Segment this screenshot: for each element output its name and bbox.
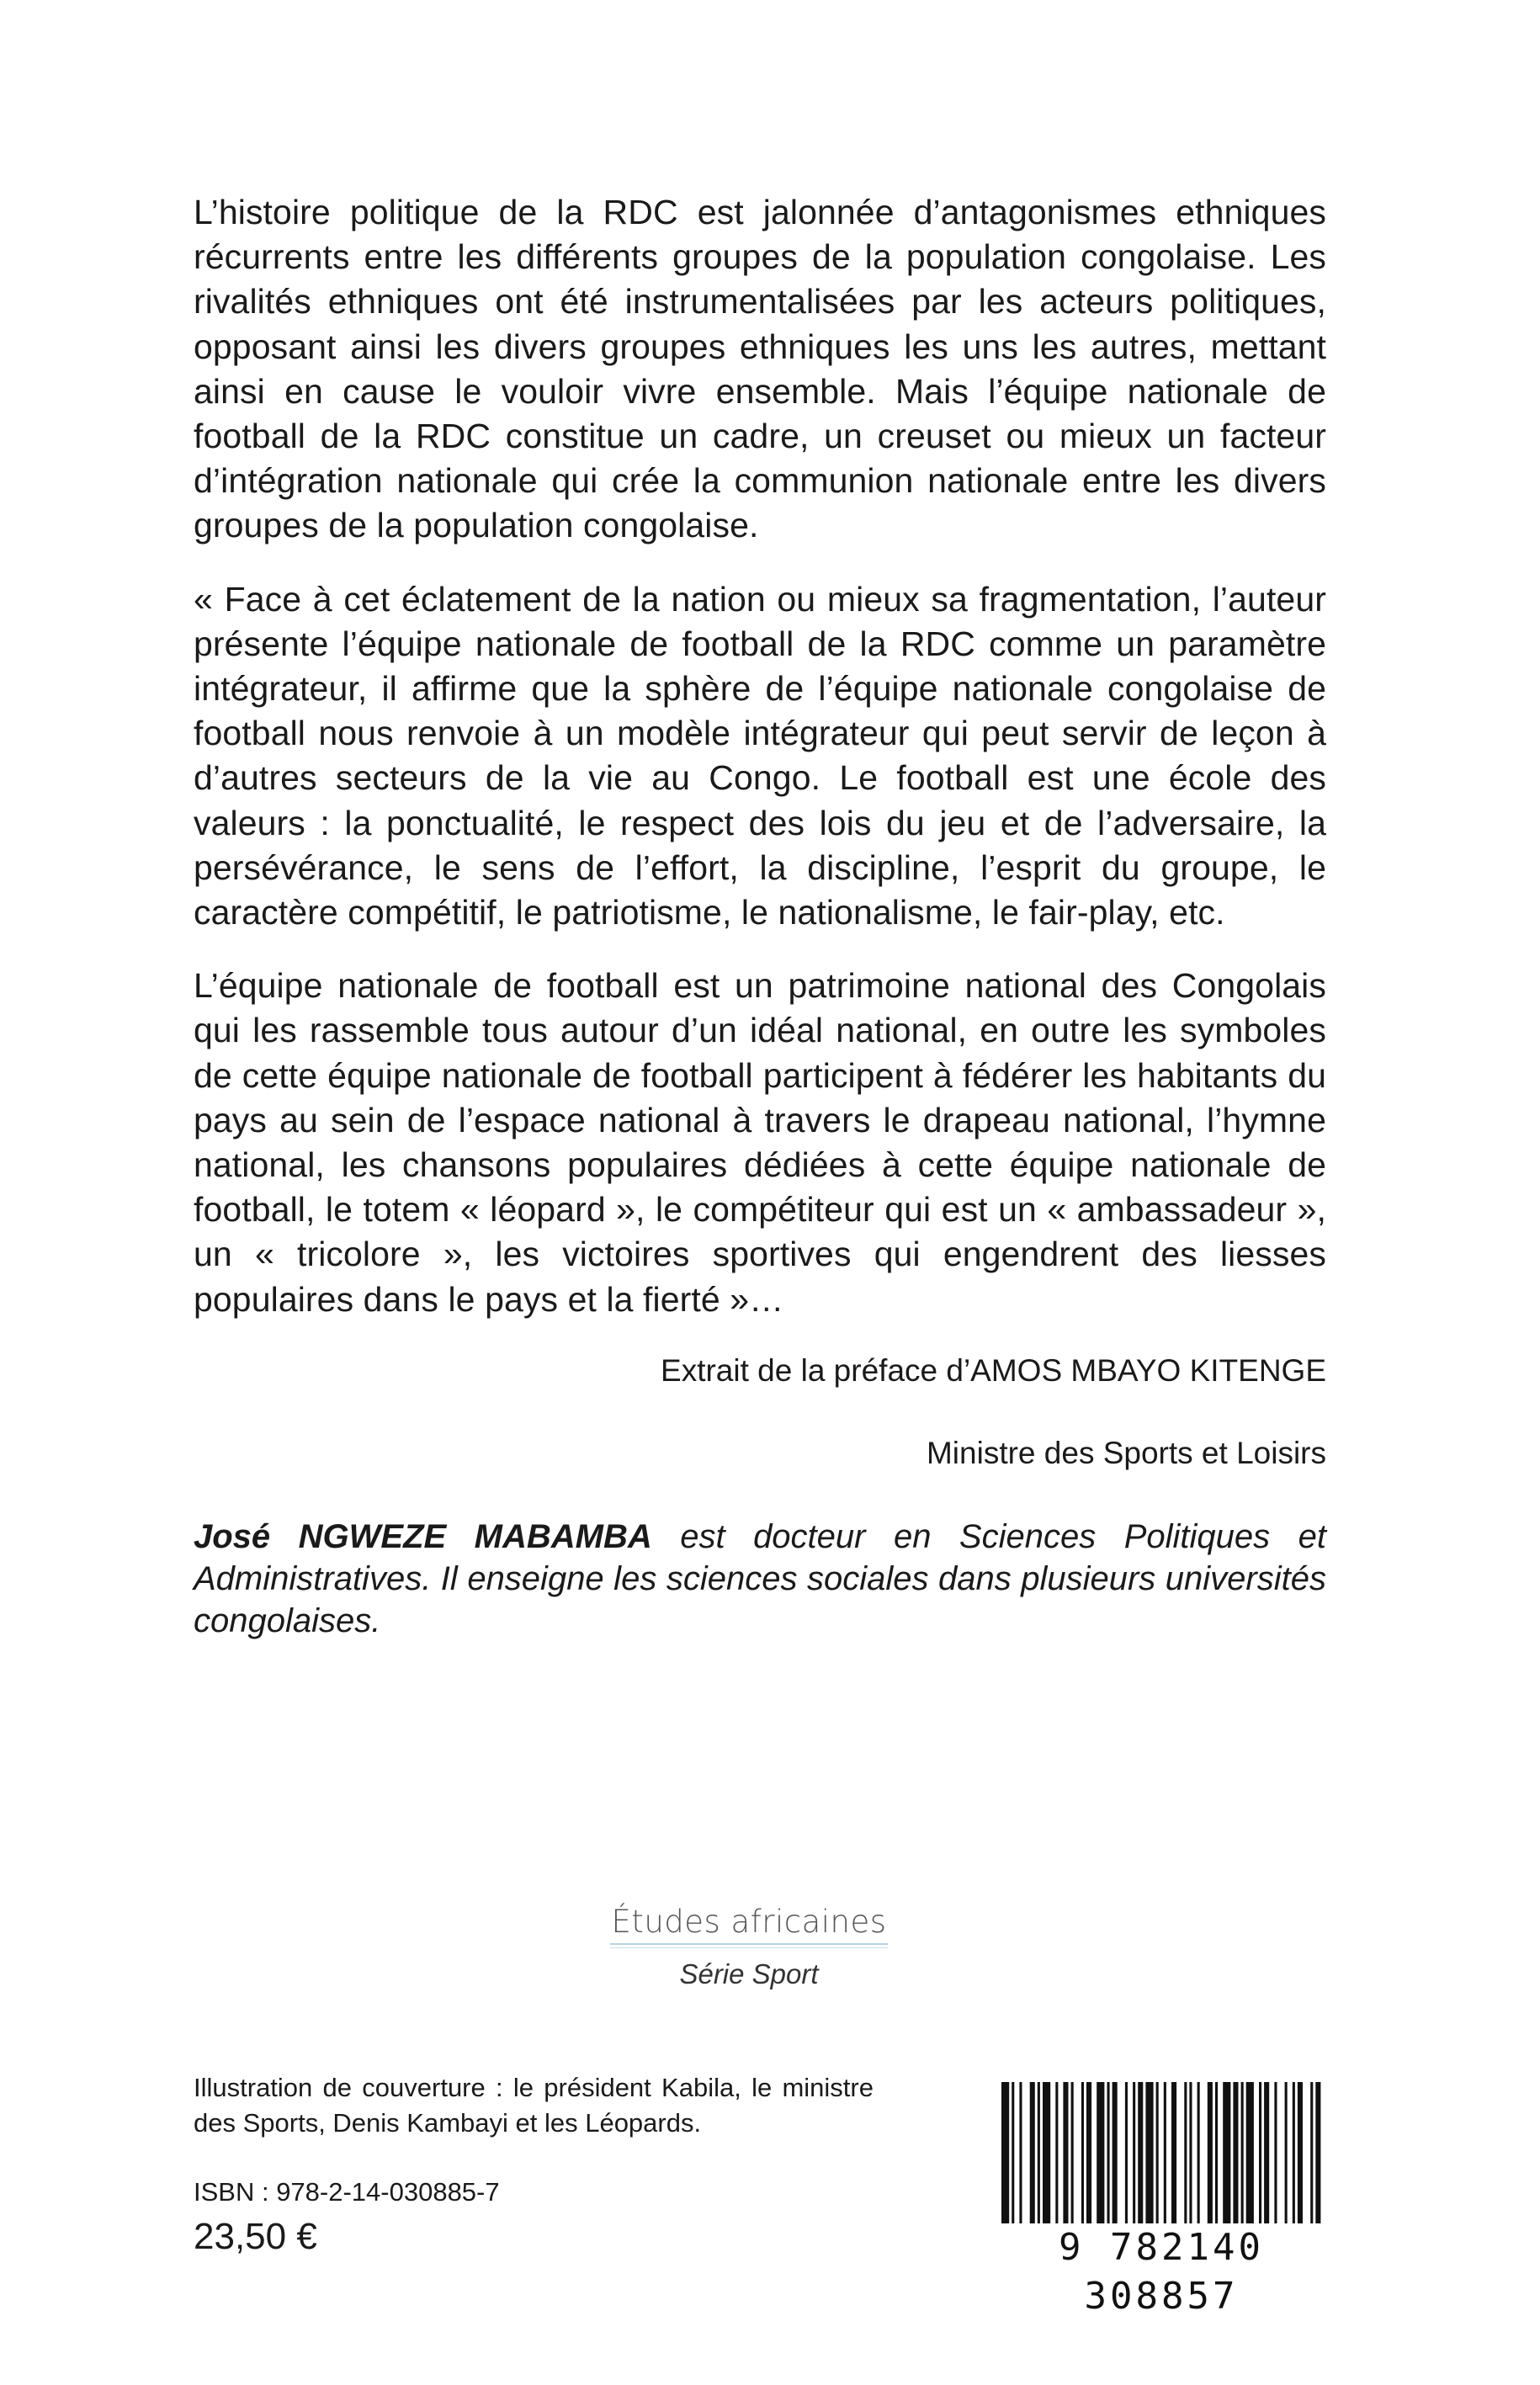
barcode-bar xyxy=(1055,2082,1058,2227)
series-rule-thin xyxy=(610,1947,888,1948)
blurb-paragraph-3: L’équipe nationale de football est un patrimoine national des Congolais qui les rassemble tous autour d’un idéal national, en outre les symboles de cette équipe nationale de football participent à fédérer les habitants du pays au sein de l’espace national à travers le drapeau national, l’hymne national, les chansons populaires dédiées à cette équipe nationale de football, le totem « léopard », le compétiteur qui est un « ambassadeur », un « tricolore », les victoires sportives qui engendrent des liesses populaires dans le pays et la fierté »… xyxy=(194,966,1326,1319)
barcode-bar xyxy=(1043,2082,1050,2227)
barcode-bar xyxy=(1298,2082,1303,2227)
barcode-bar xyxy=(1081,2082,1084,2227)
barcode-bar xyxy=(1215,2082,1218,2227)
series-title: Études africaines xyxy=(611,1904,887,1940)
barcode-bar xyxy=(1293,2082,1295,2227)
barcode-bar xyxy=(1097,2082,1104,2227)
barcode-bar xyxy=(1071,2082,1074,2227)
series-logo xyxy=(589,1904,909,1990)
cover-illustration-credits: Illustration de couverture : le président Kabila, le ministre des Sports, Denis Kambayi et les Léopards. xyxy=(194,2073,874,2138)
barcode-bar xyxy=(1113,2082,1118,2227)
series-subtitle: Série Sport xyxy=(679,1958,819,1989)
back-cover-text xyxy=(194,190,1326,1642)
author-bio xyxy=(194,1516,1326,1642)
barcode-bar xyxy=(1030,2082,1035,2227)
barcode-bar xyxy=(1086,2082,1091,2227)
barcode xyxy=(993,2079,1330,2318)
barcode-bar xyxy=(1241,2082,1244,2227)
author-bio-text: est docteur en Sciences Politiques et Administratives. Il enseigne les sciences sociales dans plusieurs universités congolaises. xyxy=(194,1517,1326,1639)
barcode-bar xyxy=(1264,2082,1269,2227)
blurb-paragraph-2: « Face à cet éclatement de la nation ou mieux sa fragmentation, l’auteur présente l’équipe nationale de football de la RDC comme un paramètre intégrateur, il affirme que la sphère de l’équipe nationale congolaise de football nous renvoie à un modèle intégrateur qui peut servir de leçon à d’autres secteurs de la vie au Congo. Le football est une école des valeurs : la ponctualité, le respect des lois du jeu et de l’adversaire, la persévérance, le sens de l’effort, la discipline, l’esprit du groupe, le caractère compétitif, le patriotisme, le nationalisme, le fair-play, etc. xyxy=(194,579,1326,932)
barcode-bar xyxy=(1233,2082,1238,2227)
barcode-bar xyxy=(1133,2082,1135,2227)
barcode-bar xyxy=(1145,2082,1153,2227)
barcode-bar xyxy=(1156,2082,1159,2227)
preface-source: Extrait de la préface d’AMOS MBAYO KITENGE xyxy=(661,1352,1326,1388)
barcode-bar xyxy=(1164,2082,1166,2227)
author-name: José NGWEZE MABAMBA xyxy=(194,1517,652,1555)
barcode-bar xyxy=(1107,2082,1110,2227)
barcode-bar xyxy=(1246,2082,1254,2227)
barcode-bar xyxy=(1274,2082,1277,2227)
barcode-bar xyxy=(1259,2082,1261,2227)
series-rule xyxy=(610,1943,888,1945)
barcode-bar xyxy=(1310,2082,1313,2227)
barcode-bar xyxy=(1315,2082,1320,2227)
barcode-bar xyxy=(1125,2082,1128,2227)
isbn: ISBN : 978-2-14-030885-7 xyxy=(194,2177,500,2207)
barcode-bar xyxy=(1063,2082,1068,2227)
barcode-bar xyxy=(1019,2082,1022,2227)
barcode-bar xyxy=(1038,2082,1040,2227)
barcode-bar xyxy=(1184,2082,1187,2227)
barcode-bar xyxy=(1171,2082,1176,2227)
barcode-bar xyxy=(1285,2082,1288,2227)
blurb-paragraph-1: L’histoire politique de la RDC est jalonnée d’antagonismes ethniques récurrents entre les différents groupes de la population congolaise. Les rivalités ethniques ont été instrumentalisées par les acteurs politiques, opposant ainsi les divers groupes ethniques les uns les autres, mettant ainsi en cause le vouloir vivre ensemble. Mais l’équipe nationale de football de la RDC constitue un cadre, un creuset ou mieux un facteur d’intégration nationale qui crée la communion nationale entre les divers groupes de la population congolaise. xyxy=(194,193,1326,545)
barcode-digits: 9 782140 308857 xyxy=(993,2223,1330,2272)
barcode-bar xyxy=(1223,2082,1230,2227)
barcode-bar xyxy=(1138,2082,1143,2227)
preface-author-title: Ministre des Sports et Loisirs xyxy=(926,1435,1326,1470)
price: 23,50 € xyxy=(194,2216,317,2257)
barcode-bar xyxy=(1189,2082,1192,2227)
